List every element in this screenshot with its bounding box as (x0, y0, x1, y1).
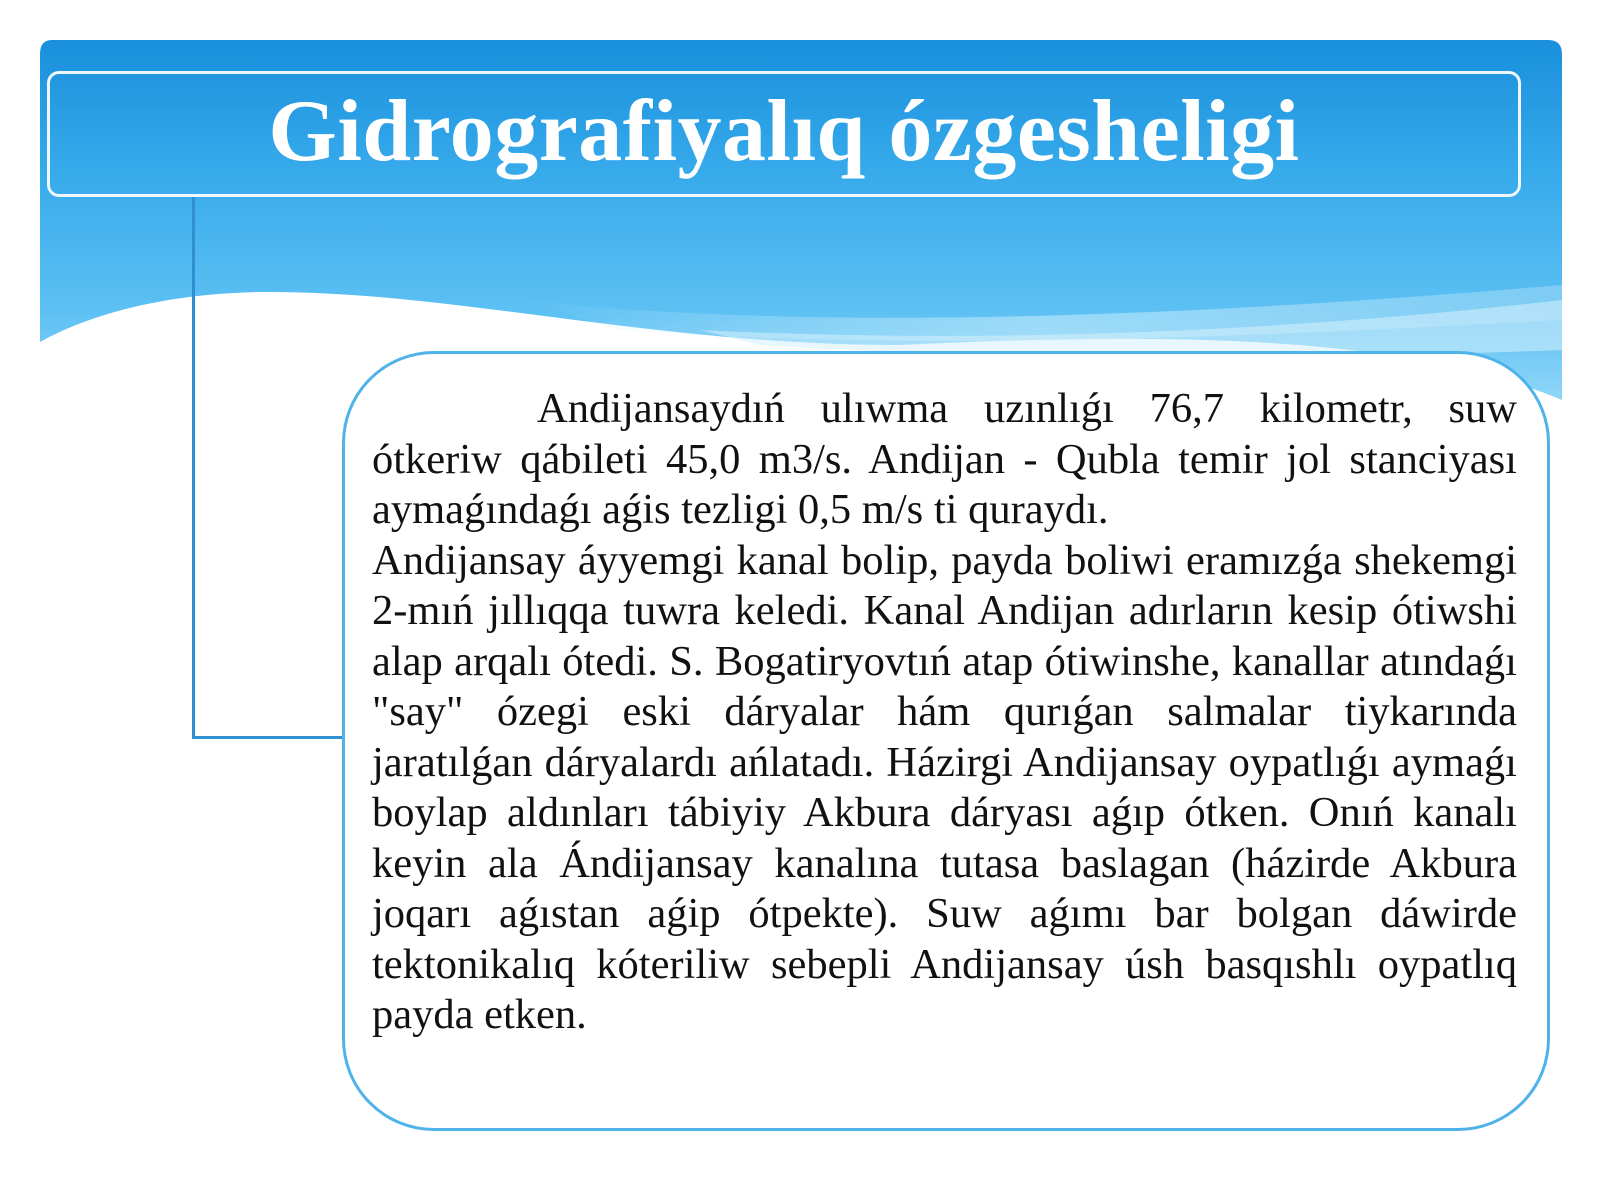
paragraph-1: Andijansaydıń ulıwma uzınlıǵı 76,7 kilometr, suw ótkeriw qábileti 45,0 m3/s. Andijan - Qubla temir jol stanciyası aymaǵındaǵı aǵis tezligi 0,5 m/s ti quraydı. (372, 385, 1517, 533)
title-frame (47, 71, 1521, 197)
body-text (372, 384, 1517, 1041)
connector-line (192, 197, 342, 739)
slide-title: Gidrografiyalıq ózgesheligi (268, 83, 1300, 180)
paragraph-2: Andijansay áyyemgi kanal bolip, payda boliwi eramızǵa shekemgi 2-mıń jıllıqqa tuwra keledi. Kanal Andijan adırların kesip ótiwshi alap arqalı ótedi. S. Bogatiryovtıń atap ótiwinshe, kanallar atındaǵı "say" ózegi eski dáryalar hám qurıǵan salmalar tiykarında jaratılǵan dáryalardı ańlatadı. Házirgi Andijansay oypatlıǵı aymaǵı boylap aldınları tábiyiy Akbura dáryası aǵıp ótken. Onıń kanalı keyin ala Ándijansay kanalına tutasa baslagan (házirde Akbura joqarı aǵıstan aǵip ótpekte). Suw aǵımı bar bolgan dáwirde tektonikalıq kóteriliw sebepli Andijansay úsh basqıshlı oypatlıq payda etken. (372, 536, 1517, 1038)
